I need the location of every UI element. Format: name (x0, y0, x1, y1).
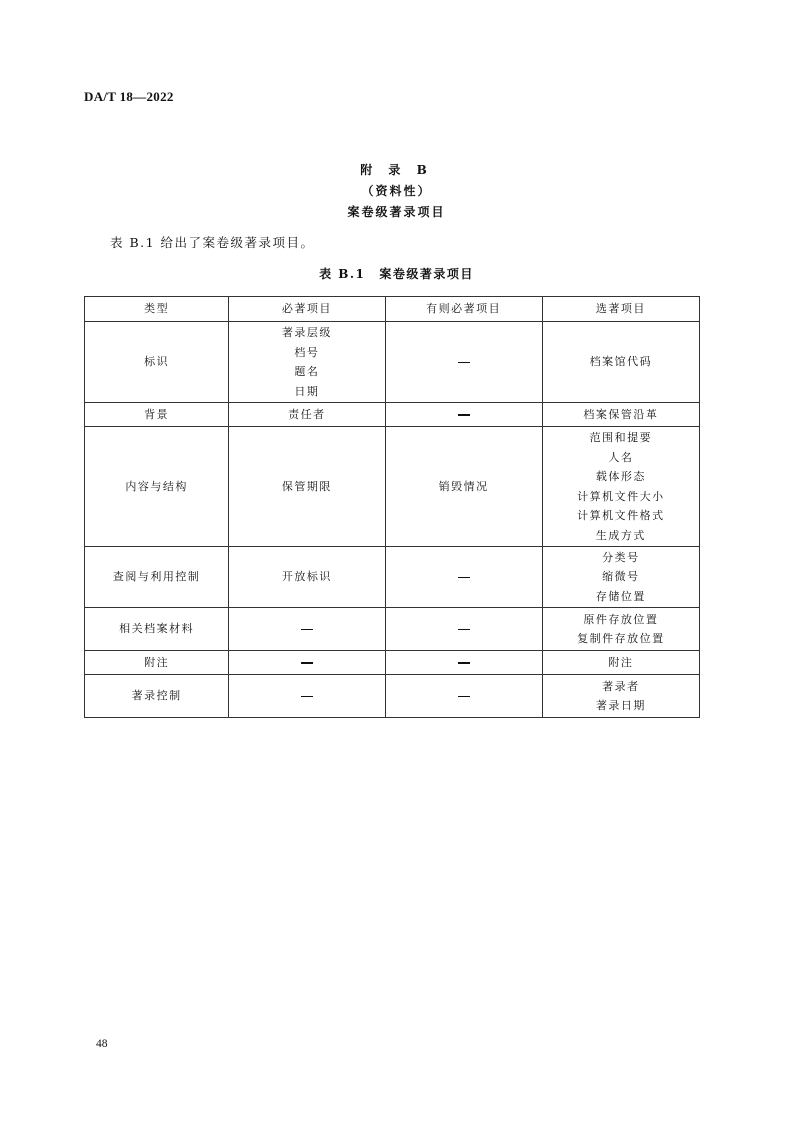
header-conditional: 有则必著项目 (385, 297, 542, 322)
cell-optional (542, 322, 699, 403)
table-row (85, 403, 700, 427)
empty-dash (386, 686, 542, 706)
table-row (85, 608, 700, 651)
cell-mandatory (229, 608, 385, 651)
item-text: 保管期限 (281, 479, 332, 493)
row-type-label: 查阅与利用控制 (112, 570, 201, 584)
item-text: 著录者 (602, 679, 640, 693)
cell-optional (542, 608, 699, 651)
cell-type (85, 403, 229, 427)
appendix-type: （资料性） (361, 184, 432, 198)
item-text: 缩微号 (602, 570, 640, 584)
item-text: 原件存放位置 (583, 612, 659, 626)
row-type-label: 背景 (144, 407, 170, 421)
table-row (85, 547, 700, 608)
intro-paragraph: 表 B.1 给出了案卷级著录项目。 (110, 235, 315, 250)
cell-mandatory (229, 547, 385, 608)
dash-mark (301, 662, 313, 664)
item-text: 计算机文件格式 (577, 509, 665, 522)
dash-mark (458, 629, 470, 631)
empty-dash (386, 352, 542, 372)
cell-conditional (385, 651, 542, 675)
cell-optional (542, 427, 699, 547)
row-type-label: 相关档案材料 (119, 622, 195, 636)
empty-dash (229, 686, 384, 706)
cell-optional (542, 403, 699, 427)
table-row (85, 322, 700, 403)
item-text: 计算机文件大小 (577, 489, 665, 503)
cell-optional (542, 547, 699, 608)
item-text: 载体形态 (595, 470, 646, 483)
dash-mark (458, 662, 470, 664)
cell-optional (542, 675, 699, 718)
item-text: 范围和提要 (589, 431, 653, 444)
row-type-label: 著录控制 (131, 689, 182, 703)
item-text: 存储位置 (595, 589, 646, 603)
cell-optional (542, 651, 699, 675)
item-text: 著录层级 (281, 326, 332, 339)
item-text: 责任者 (288, 407, 326, 421)
cell-conditional (385, 547, 542, 608)
cell-conditional (385, 322, 542, 403)
empty-dash (229, 653, 384, 673)
item-text: 销毁情况 (438, 479, 489, 493)
empty-dash (386, 619, 542, 639)
cell-mandatory (229, 651, 385, 675)
item-text: 人名 (608, 450, 634, 464)
dash-mark (458, 696, 470, 698)
dash-mark (458, 362, 470, 364)
empty-dash (386, 653, 542, 673)
table-caption-title: 案卷级著录项目 (379, 267, 474, 281)
item-text: 题名 (294, 365, 320, 378)
standard-code: DA/T 18—2022 (84, 89, 174, 104)
dash-mark (301, 696, 313, 698)
empty-dash (386, 405, 542, 425)
row-type-label: 标识 (144, 355, 170, 369)
dash-mark (458, 577, 470, 579)
header-mandatory: 必著项目 (229, 297, 385, 322)
cell-type (85, 675, 229, 718)
cell-conditional (385, 403, 542, 427)
cell-type (85, 322, 229, 403)
cell-type (85, 547, 229, 608)
cell-mandatory (229, 675, 385, 718)
table-header-row (85, 297, 700, 322)
appendix-title: 附 录 B (360, 163, 433, 177)
table-row (85, 651, 700, 675)
table-row (85, 427, 700, 547)
table-row (85, 675, 700, 718)
dash-mark (301, 629, 313, 631)
cell-mandatory (229, 322, 385, 403)
header-type: 类型 (85, 297, 229, 322)
item-text: 分类号 (602, 550, 640, 564)
cell-mandatory (229, 403, 385, 427)
cell-type (85, 651, 229, 675)
item-text: 档号 (294, 345, 320, 359)
item-text: 档案馆代码 (589, 355, 653, 369)
page-number: 48 (96, 1038, 108, 1050)
cell-mandatory (229, 427, 385, 547)
item-text: 附注 (608, 655, 634, 669)
descriptive-items-table (84, 296, 700, 718)
cell-conditional (385, 675, 542, 718)
item-text: 复制件存放位置 (577, 632, 665, 645)
cell-type (85, 427, 229, 547)
header-optional: 选著项目 (542, 297, 699, 322)
row-type-label: 内容与结构 (125, 479, 188, 493)
empty-dash (386, 567, 542, 587)
appendix-name: 案卷级著录项目 (347, 205, 446, 219)
row-type-label: 附注 (144, 655, 170, 669)
cell-conditional (385, 427, 542, 547)
item-text: 生成方式 (595, 528, 646, 542)
item-text: 开放标识 (281, 570, 332, 584)
table-caption-number: 表 B.1 (319, 267, 366, 281)
item-text: 著录日期 (595, 699, 646, 712)
empty-dash (229, 619, 384, 639)
cell-type (85, 608, 229, 651)
item-text: 日期 (294, 384, 320, 398)
dash-mark (458, 414, 470, 416)
item-text: 档案保管沿革 (583, 407, 659, 421)
table-caption (0, 265, 793, 282)
cell-conditional (385, 608, 542, 651)
